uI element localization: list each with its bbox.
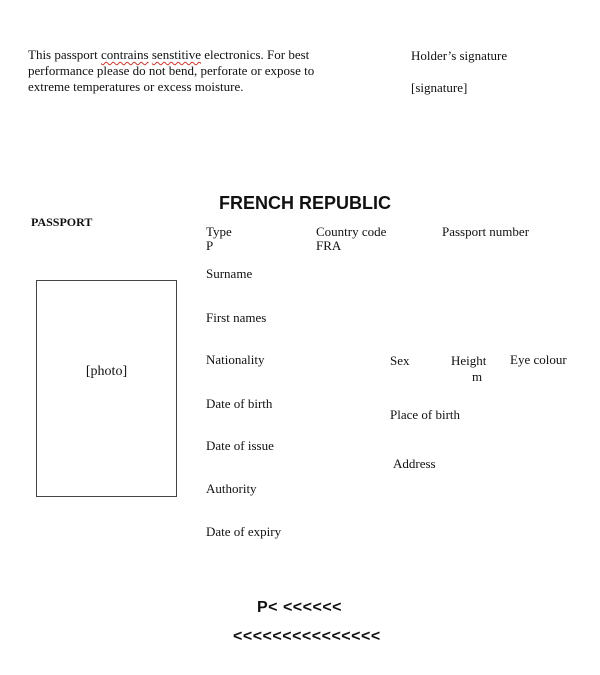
country-code-label: Country code — [316, 224, 387, 239]
nationality-label: Nationality — [206, 352, 265, 367]
misspelled-word-contrains: contrains — [100, 47, 149, 62]
country-title: FRENCH REPUBLIC — [218, 193, 391, 213]
height-label: Height — [451, 353, 487, 368]
place-of-birth-label: Place of birth — [390, 407, 461, 422]
first-names-label: First names — [206, 310, 267, 325]
mrz-line-2: <<<<<<<<<<<<<<< — [233, 628, 381, 645]
holder-signature-label: Holder’s signature — [411, 48, 508, 63]
misspelled-word-senstitive: senstitive — [151, 47, 201, 62]
passport-notice — [28, 47, 318, 105]
sex-label: Sex — [390, 353, 410, 368]
passport-number-label: Passport number — [442, 224, 530, 239]
address-label: Address — [393, 456, 436, 471]
authority-label: Authority — [206, 481, 257, 496]
photo-placeholder: [photo] — [85, 364, 128, 379]
mrz-line-1: P< <<<<<< — [257, 599, 343, 616]
signature-placeholder: [signature] — [411, 80, 468, 95]
type-value: P — [206, 238, 214, 253]
passport-label: PASSPORT — [31, 215, 93, 229]
date-of-birth-label: Date of birth — [206, 396, 273, 411]
notice-text-start: This passport — [28, 47, 101, 62]
surname-label: Surname — [206, 266, 253, 281]
date-of-issue-label: Date of issue — [206, 438, 274, 453]
eye-colour-label: Eye colour — [510, 352, 567, 367]
notice-text-end: electronics. For best performance please do not bend, perforate or expose to extreme temperatures or excess moisture. — [28, 47, 315, 94]
photo-frame — [36, 280, 177, 497]
height-unit: m — [472, 369, 483, 384]
date-of-expiry-label: Date of expiry — [206, 524, 282, 539]
type-label: Type — [206, 224, 232, 239]
country-code-value: FRA — [316, 238, 342, 253]
